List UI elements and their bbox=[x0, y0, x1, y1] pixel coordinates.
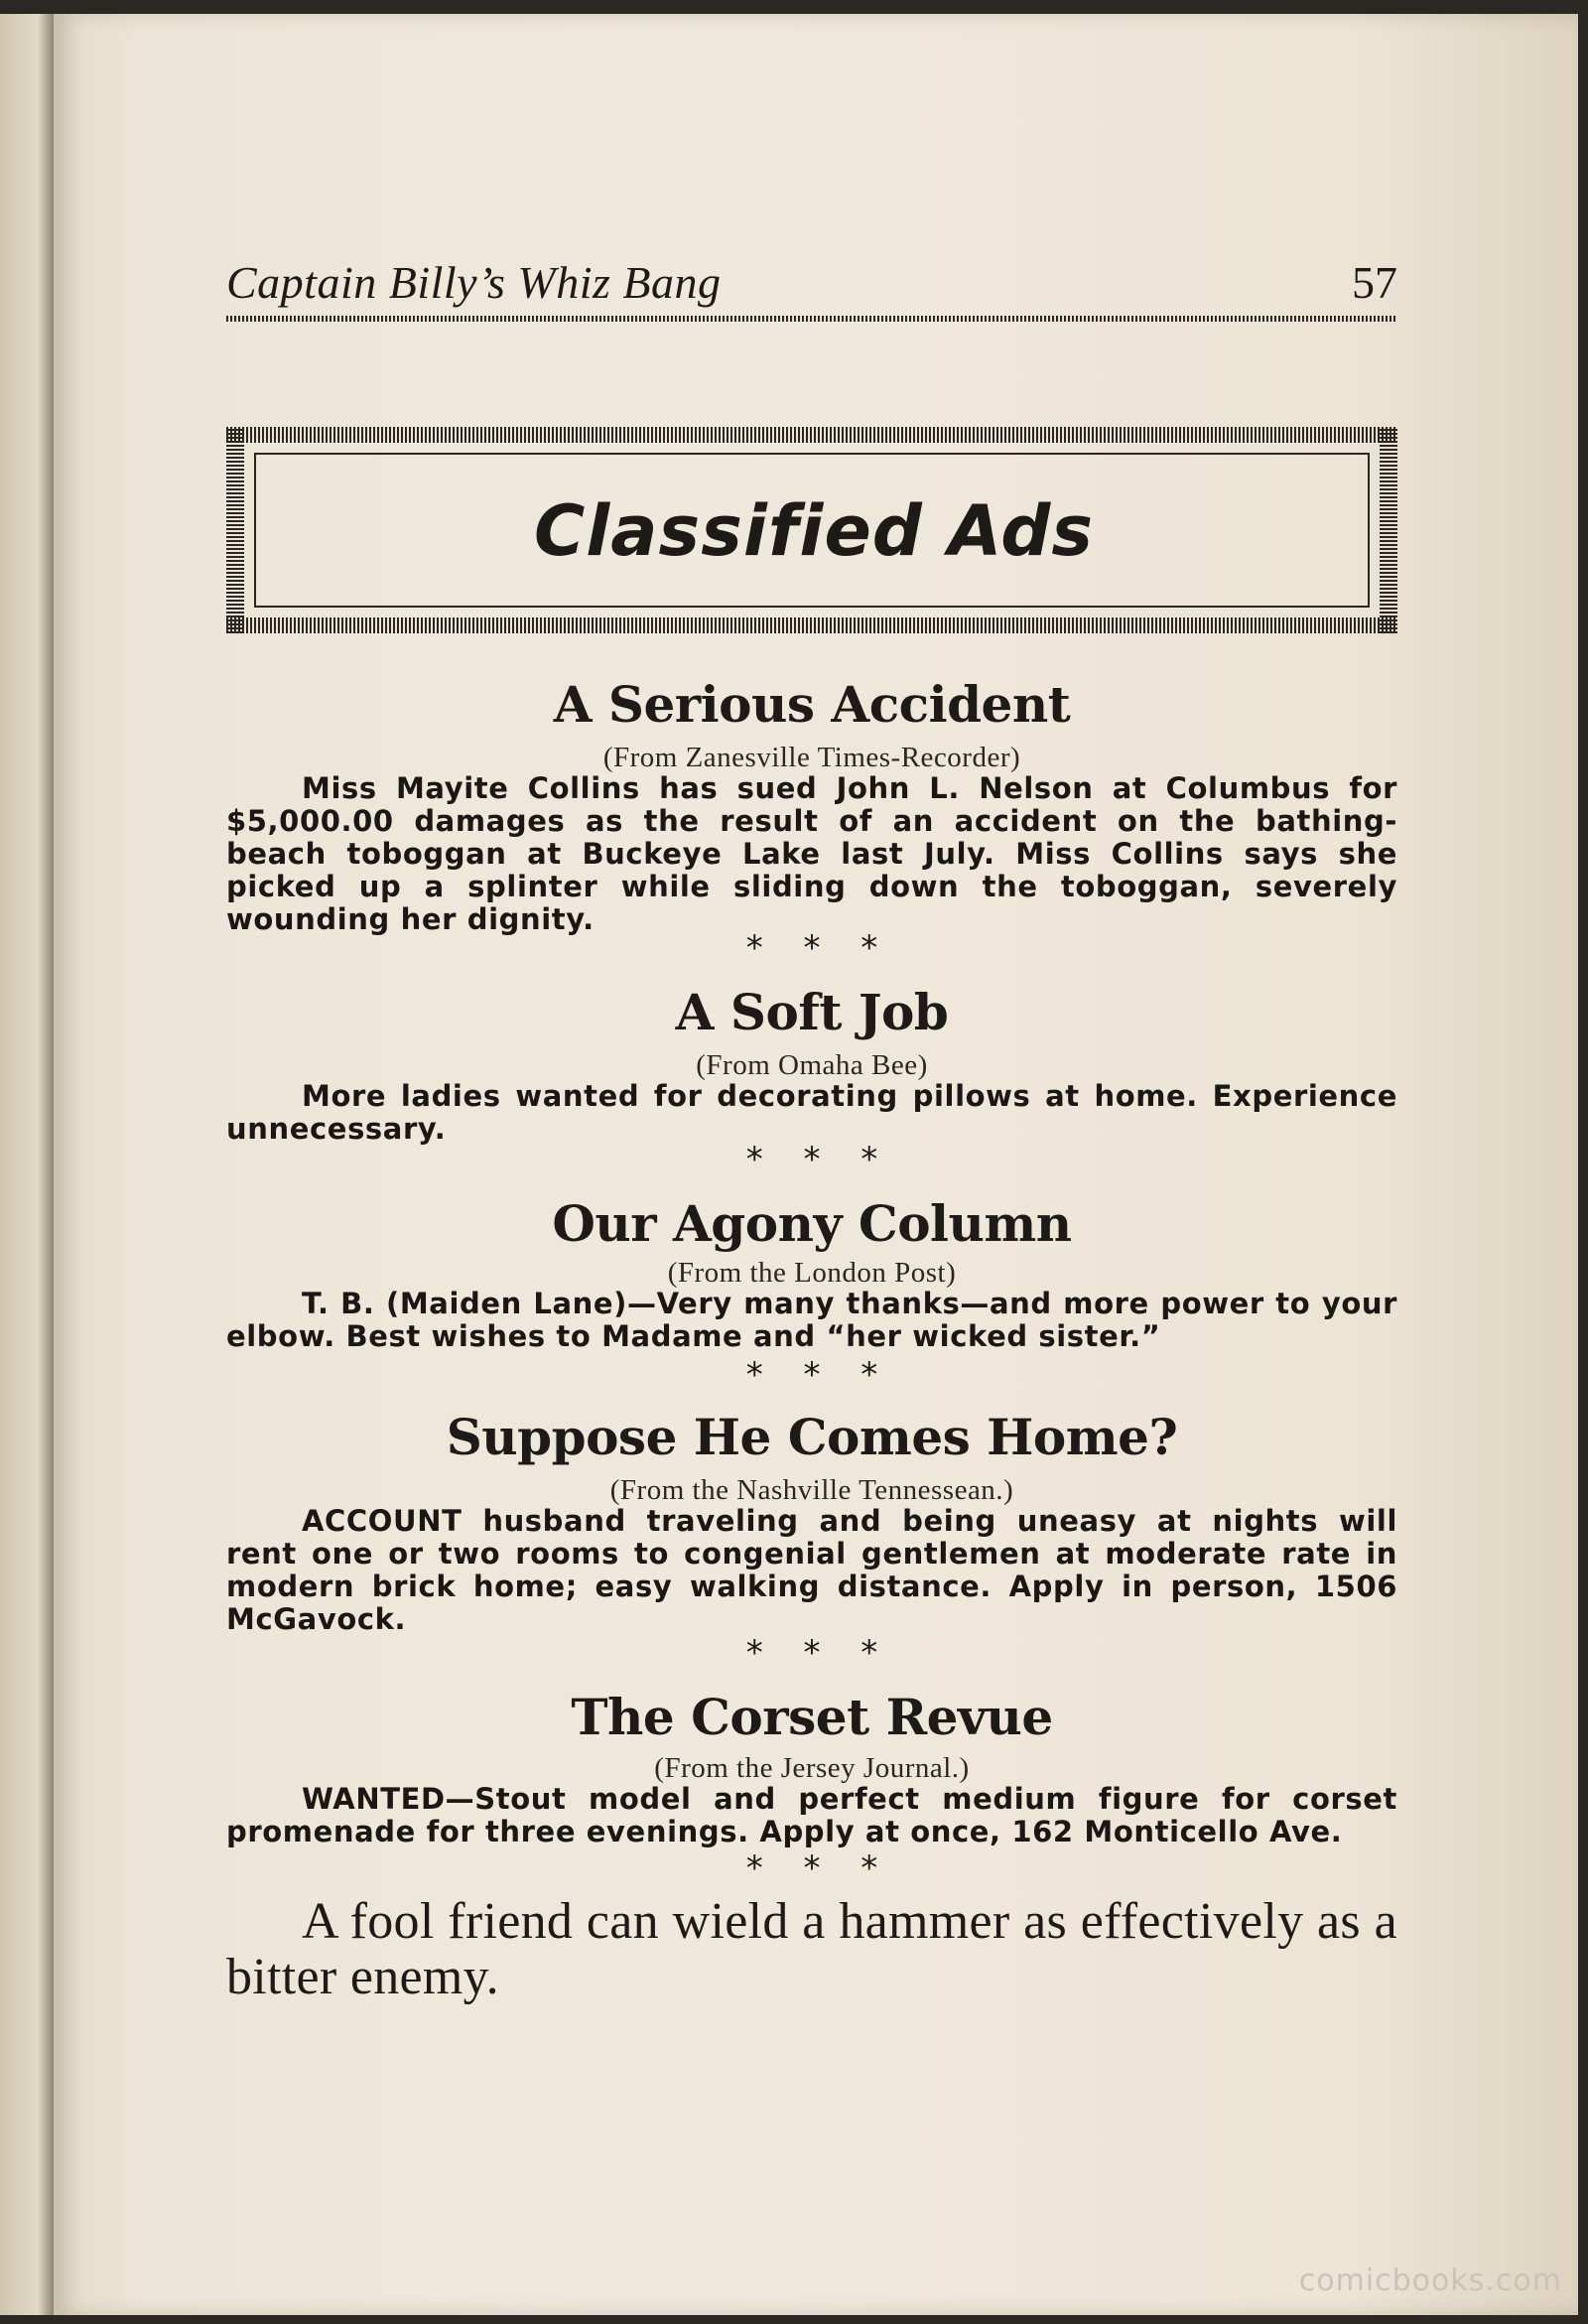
separator-stars: * * * bbox=[745, 1848, 878, 1888]
article-body: ACCOUNT husband traveling and being uneasy at nights will rent one or two rooms to congenial gentlemen at moderate rate in modern brick home; easy walking distance. Apply in person, 1506 McGavock. bbox=[226, 1504, 1397, 1636]
article-heading: A Serious Accident bbox=[553, 675, 1071, 734]
section-title: Classified Ads bbox=[533, 490, 1095, 572]
article-body: T. B. (Maiden Lane)—Very many thanks—and more power to your elbow. Best wishes to Madame and “her wicked sister.” bbox=[226, 1287, 1397, 1353]
separator-stars: * * * bbox=[745, 1355, 878, 1395]
banner-border-right bbox=[1380, 427, 1397, 633]
watermark: comicbooks.com bbox=[1298, 2263, 1562, 2298]
article-source: (From the Jersey Journal.) bbox=[654, 1752, 970, 1784]
article-heading: A Soft Job bbox=[675, 983, 949, 1041]
article-source: (From Omaha Bee) bbox=[696, 1049, 928, 1081]
header-rule bbox=[226, 316, 1397, 322]
article-heading: The Corset Revue bbox=[571, 1688, 1053, 1746]
section-banner bbox=[226, 427, 1397, 633]
article-source: (From the London Post) bbox=[667, 1257, 957, 1289]
page-number: 57 bbox=[1352, 257, 1397, 308]
closing-quip: A fool friend can wield a hammer as effectively as a bitter enemy. bbox=[226, 1893, 1397, 2005]
article-body: WANTED—Stout model and perfect medium figure for corset promenade for three evenings. Apply at once, 162 Monticello Ave. bbox=[226, 1782, 1397, 1848]
magazine-title: Captain Billy’s Whiz Bang bbox=[226, 257, 722, 308]
separator-stars: * * * bbox=[745, 928, 878, 968]
article-body: Miss Mayite Collins has sued John L. Nelson at Columbus for $5,000.00 damages as the result of an accident on the bathing-beach toboggan at Buckeye Lake last July. Miss Collins says she picked up a splinter while sliding down the toboggan, severely wounding her dignity. bbox=[226, 771, 1397, 936]
banner-border-top bbox=[226, 427, 1397, 443]
article-heading: Our Agony Column bbox=[552, 1194, 1072, 1253]
separator-stars: * * * bbox=[745, 1633, 878, 1673]
banner-frame bbox=[254, 453, 1370, 608]
running-header bbox=[226, 256, 1397, 312]
separator-stars: * * * bbox=[745, 1140, 878, 1179]
article-source: (From Zanesville Times-Recorder) bbox=[602, 742, 1021, 773]
binding-edge bbox=[0, 14, 54, 2315]
article-heading: Suppose He Comes Home? bbox=[446, 1408, 1178, 1466]
banner-border-bottom bbox=[226, 617, 1397, 633]
banner-border-left bbox=[226, 427, 244, 633]
article-body: More ladies wanted for decorating pillows at home. Experience unnecessary. bbox=[226, 1079, 1397, 1146]
article-source: (From the Nashville Tennessean.) bbox=[609, 1474, 1014, 1506]
